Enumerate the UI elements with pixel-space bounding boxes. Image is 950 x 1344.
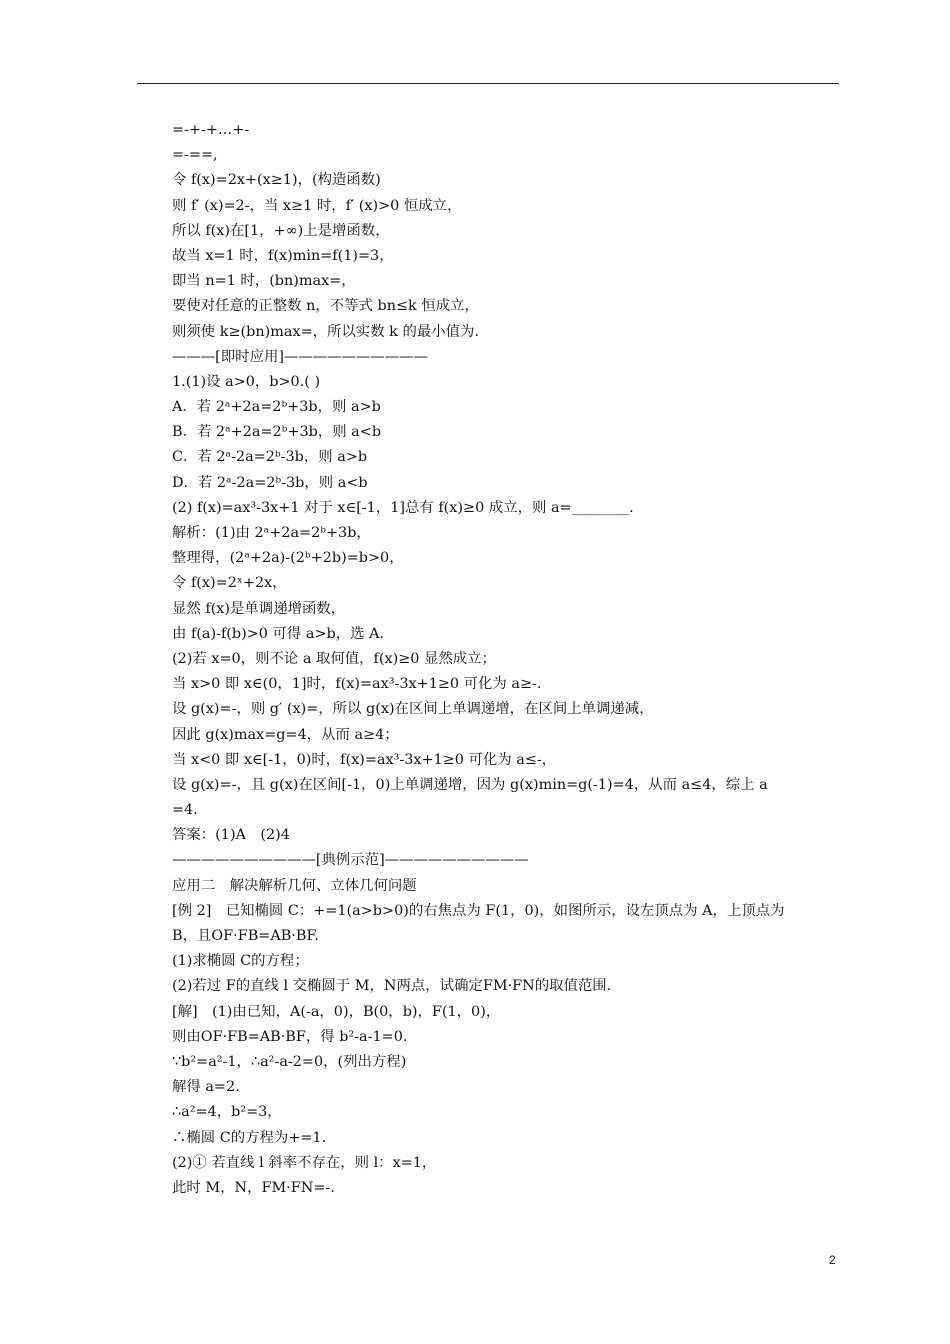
page-number: 2 <box>829 1253 836 1267</box>
text-line: 当 x<0 即 x∈[-1，0)时，f(x)=ax³-3x+1≥0 可化为 a≤-， <box>172 751 557 768</box>
option-c: C．若 2ᵃ-2a=2ᵇ-3b，则 a>b <box>172 449 368 466</box>
text-line: 解析：(1)由 2ᵃ+2a=2ᵇ+3b， <box>172 525 371 541</box>
text-line: 则由OF·FB=AB·BF，得 b²-a-1=0. <box>172 1028 408 1045</box>
text-line: 即当 n=1 时，(bn)max=， <box>172 273 356 290</box>
section-heading: 应用二 解决解析几何、立体几何问题 <box>172 877 417 894</box>
text-line: =-+-+…+- <box>172 122 250 138</box>
text-line: 所以 f(x)在[1，+∞)上是增函数， <box>172 222 390 239</box>
text-line: 故当 x=1 时，f(x)min=f(1)=3， <box>172 247 394 264</box>
text-line: ∴a²=4，b²=3， <box>172 1104 282 1121</box>
text-line: 令 f(x)=2ˣ+2x， <box>172 575 287 592</box>
text-line: 则 f′ (x)=2-，当 x≥1 时，f′ (x)>0 恒成立， <box>172 197 462 214</box>
text-line: (1)求椭圆 C的方程； <box>172 953 309 970</box>
option-a: A．若 2ᵃ+2a=2ᵇ+3b，则 a>b <box>172 399 381 416</box>
text-line: =4. <box>172 802 198 819</box>
option-d: D．若 2ᵃ-2a=2ᵇ-3b，则 a<b <box>172 474 368 491</box>
text-line: =-==, <box>172 147 218 164</box>
text-line: ∴椭圆 C的方程为+=1. <box>172 1129 327 1146</box>
header-rule <box>137 83 839 84</box>
question-stem: 1.(1)设 a>0，b>0.( ) <box>172 373 321 390</box>
text-line: (2)若过 F的直线 l 交椭圆于 M，N两点，试确定FM·FN的取值范围. <box>172 978 612 995</box>
text-line: 设 g(x)=-，则 g′ (x)=，所以 g(x)在区间上单调递增，在区间上单调递减， <box>172 701 654 718</box>
text-line: ∵b²=a²-1，∴a²-a-2=0，(列出方程) <box>172 1053 407 1070</box>
text-line: 由 f(a)-f(b)>0 可得 a>b，选 A. <box>172 625 385 642</box>
text-line: (2)若 x=0，则不论 a 取何值，f(x)≥0 显然成立； <box>172 650 496 667</box>
text-line: 当 x>0 即 x∈(0，1]时，f(x)=ax³-3x+1≥0 可化为 a≥-. <box>172 676 542 693</box>
text-line: 则须使 k≥(bn)max=，所以实数 k 的最小值为. <box>172 323 479 340</box>
answer-line: 答案：(1)A (2)4 <box>172 827 290 844</box>
text-line: 显然 f(x)是单调递增函数， <box>172 600 346 617</box>
text-line: 整理得，(2ᵃ+2a)-(2ᵇ+2b)=b>0， <box>172 550 404 567</box>
text-line: 因此 g(x)max=g=4，从而 a≥4； <box>172 726 399 743</box>
solution-start: [解] (1)由已知，A(-a，0)，B(0，b)，F(1，0)， <box>172 1003 501 1020</box>
text-line: 设 g(x)=-，且 g(x)在区间[-1，0)上单调递增，因为 g(x)min=g(-1)=4，从而 a≤4，综上 a <box>172 776 768 793</box>
example-stem: [例 2] 已知椭圆 C：+=1(a>b>0)的右焦点为 F(1，0)，如图所示，设左顶点为 A，上顶点为 <box>172 902 785 919</box>
text-line: 要使对任意的正整数 n，不等式 bn≤k 恒成立， <box>172 298 479 315</box>
section-divider: ———[即时应用]—————————— <box>172 348 428 365</box>
option-b: B．若 2ᵃ+2a=2ᵇ+3b，则 a<b <box>172 424 382 441</box>
text-line: (2)① 若直线 l 斜率不存在，则 l：x=1， <box>172 1154 437 1171</box>
document-body <box>172 118 840 1201</box>
text-line: 解得 a=2. <box>172 1079 240 1096</box>
question-part-2: (2) f(x)=ax³-3x+1 对于 x∈[-1，1]总有 f(x)≥0 成立，则 a=________. <box>172 499 634 516</box>
text-line: B，且OF·FB=AB·BF. <box>172 928 319 944</box>
section-divider: ——————————[典例示范]—————————— <box>172 852 529 869</box>
text-line: 此时 M，N，FM·FN=-. <box>172 1179 335 1196</box>
text-line: 令 f(x)=2x+(x≥1)，(构造函数) <box>172 172 381 189</box>
